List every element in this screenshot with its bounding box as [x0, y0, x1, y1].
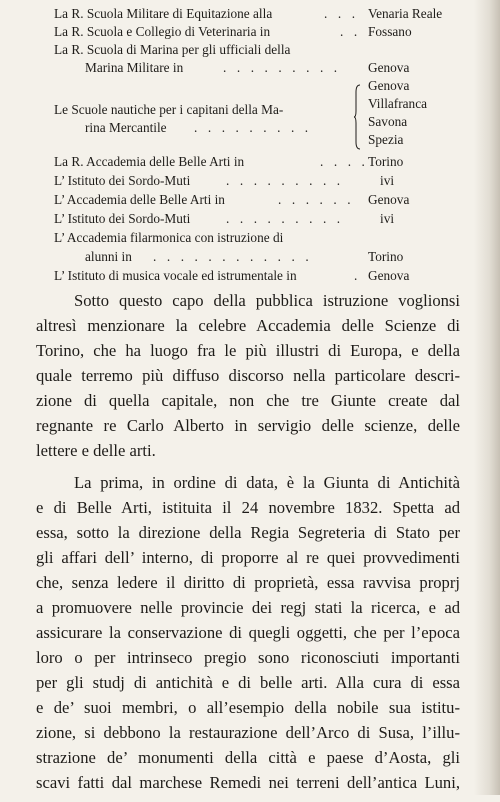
text-line: scavi fatti dal marchese Remedi nei terreni dell’antica Luni, — [36, 773, 460, 792]
text-line: zione di quella capitale, non che tre Giunte create dal — [36, 391, 460, 410]
index-label: L’ Istituto di musica vocale ed istrumentale in — [54, 268, 297, 283]
index-label: L’ Istituto dei Sordo-Muti — [54, 173, 191, 188]
index-leader: . . — [340, 24, 361, 39]
body-text — [36, 288, 460, 802]
text-line: gli affari dell’ interno, di proporre al re quei provvedimenti — [36, 548, 460, 567]
index-leader: . . . — [324, 6, 359, 21]
index-label: Marina Militare in — [85, 60, 184, 75]
binding-shadow — [474, 0, 500, 795]
text-line: lettere e delle arti. — [36, 441, 156, 460]
index-city: ivi — [380, 173, 395, 188]
index-city: ivi — [380, 211, 395, 226]
index-leader: . . . . . . . . . . . . — [153, 249, 313, 264]
text-line: La prima, in ordine di data, è la Giunta di Antichità — [74, 473, 460, 492]
text-line: essa, sotto la direzione della Regia Segreteria di Stato per — [36, 523, 460, 542]
index-city: Villafranca — [368, 96, 427, 111]
index-label: La R. Scuola di Marina per gli ufficiali della — [54, 42, 291, 57]
index-leader: . — [354, 268, 361, 283]
index-leader: . . . . . . . . . — [194, 120, 312, 135]
index-city: Torino — [368, 154, 404, 169]
text-line: strazione de’ monumenti della città e paese d’Aosta, gli — [36, 748, 460, 767]
index-leader: . . . . . . . . . — [226, 173, 344, 188]
index-city: Genova — [368, 78, 410, 93]
text-line: per gli studj di antichità e di belle arti. Alla cura di essa — [36, 673, 460, 692]
text-line: loro o per intrinseco pregio sono riconosciuti importanti — [36, 648, 460, 667]
index-leader: . . . . . . . . . — [226, 211, 344, 226]
nautical-cities — [368, 77, 427, 149]
index-city: Genova — [368, 268, 410, 283]
text-line: che, senza ledere il diritto di proprietà, essa ravvisa proprj — [36, 573, 460, 592]
index-label: Le Scuole nautiche per i capitani della Ma- — [54, 102, 284, 117]
index-city: Fossano — [368, 24, 412, 39]
index-city: Venaria Reale — [368, 6, 443, 21]
text-line: a promuovere nelle provincie dei regj stati la ricerca, e ad — [36, 598, 460, 617]
text-line: zione, si debbono la restaurazione dell’Arco di Susa, l’illu- — [36, 723, 460, 742]
index-city: Savona — [368, 114, 408, 129]
text-line: e de’ suoi membri, o all’esempio della nobile sua istitu- — [36, 698, 460, 717]
text-line: regnante re Carlo Alberto in servigio delle scienze, delle — [36, 416, 460, 435]
index-city: Genova — [368, 192, 410, 207]
paragraph — [36, 288, 460, 463]
index-label: La R. Accademia delle Belle Arti in — [54, 154, 245, 169]
index-label: rina Mercantile — [85, 120, 167, 135]
index-label: La R. Scuola e Collegio di Veterinaria in — [54, 24, 271, 39]
text-line: assicurare la conservazione di quegli oggetti, che per l’epoca — [36, 623, 460, 642]
index-label: L’ Accademia filarmonica con istruzione di — [54, 230, 284, 245]
index-city: Torino — [368, 249, 404, 264]
text-line: Sotto questo capo della pubblica istruzione voglionsi — [74, 291, 460, 310]
index-label: La R. Scuola Militare di Equitazione alla — [54, 6, 273, 21]
text-line: e di Belle Arti, istituita il 24 novembre 1832. Spetta ad — [36, 498, 460, 517]
index-leader: . . . . . . — [278, 192, 355, 207]
index-label: alunni in — [85, 249, 132, 264]
paragraph — [36, 470, 460, 795]
index-label: L’ Accademia delle Belle Arti in — [54, 192, 225, 207]
index-city: Genova — [368, 60, 410, 75]
index-leader: . . . . — [320, 154, 369, 169]
text-line: altresì menzionare la celebre Accademia delle Scienze di — [36, 316, 460, 335]
text-line: Torino, che ha luogo fra le più illustri di Europa, e della — [36, 341, 460, 360]
index-city: Spezia — [368, 132, 404, 147]
text-line: quale terremo più diffuso discorso nella particolare descri- — [36, 366, 460, 385]
index-leader: . . . . . . . . . — [223, 60, 341, 75]
index-label: L’ Istituto dei Sordo-Muti — [54, 211, 191, 226]
curly-brace-icon — [354, 84, 362, 150]
